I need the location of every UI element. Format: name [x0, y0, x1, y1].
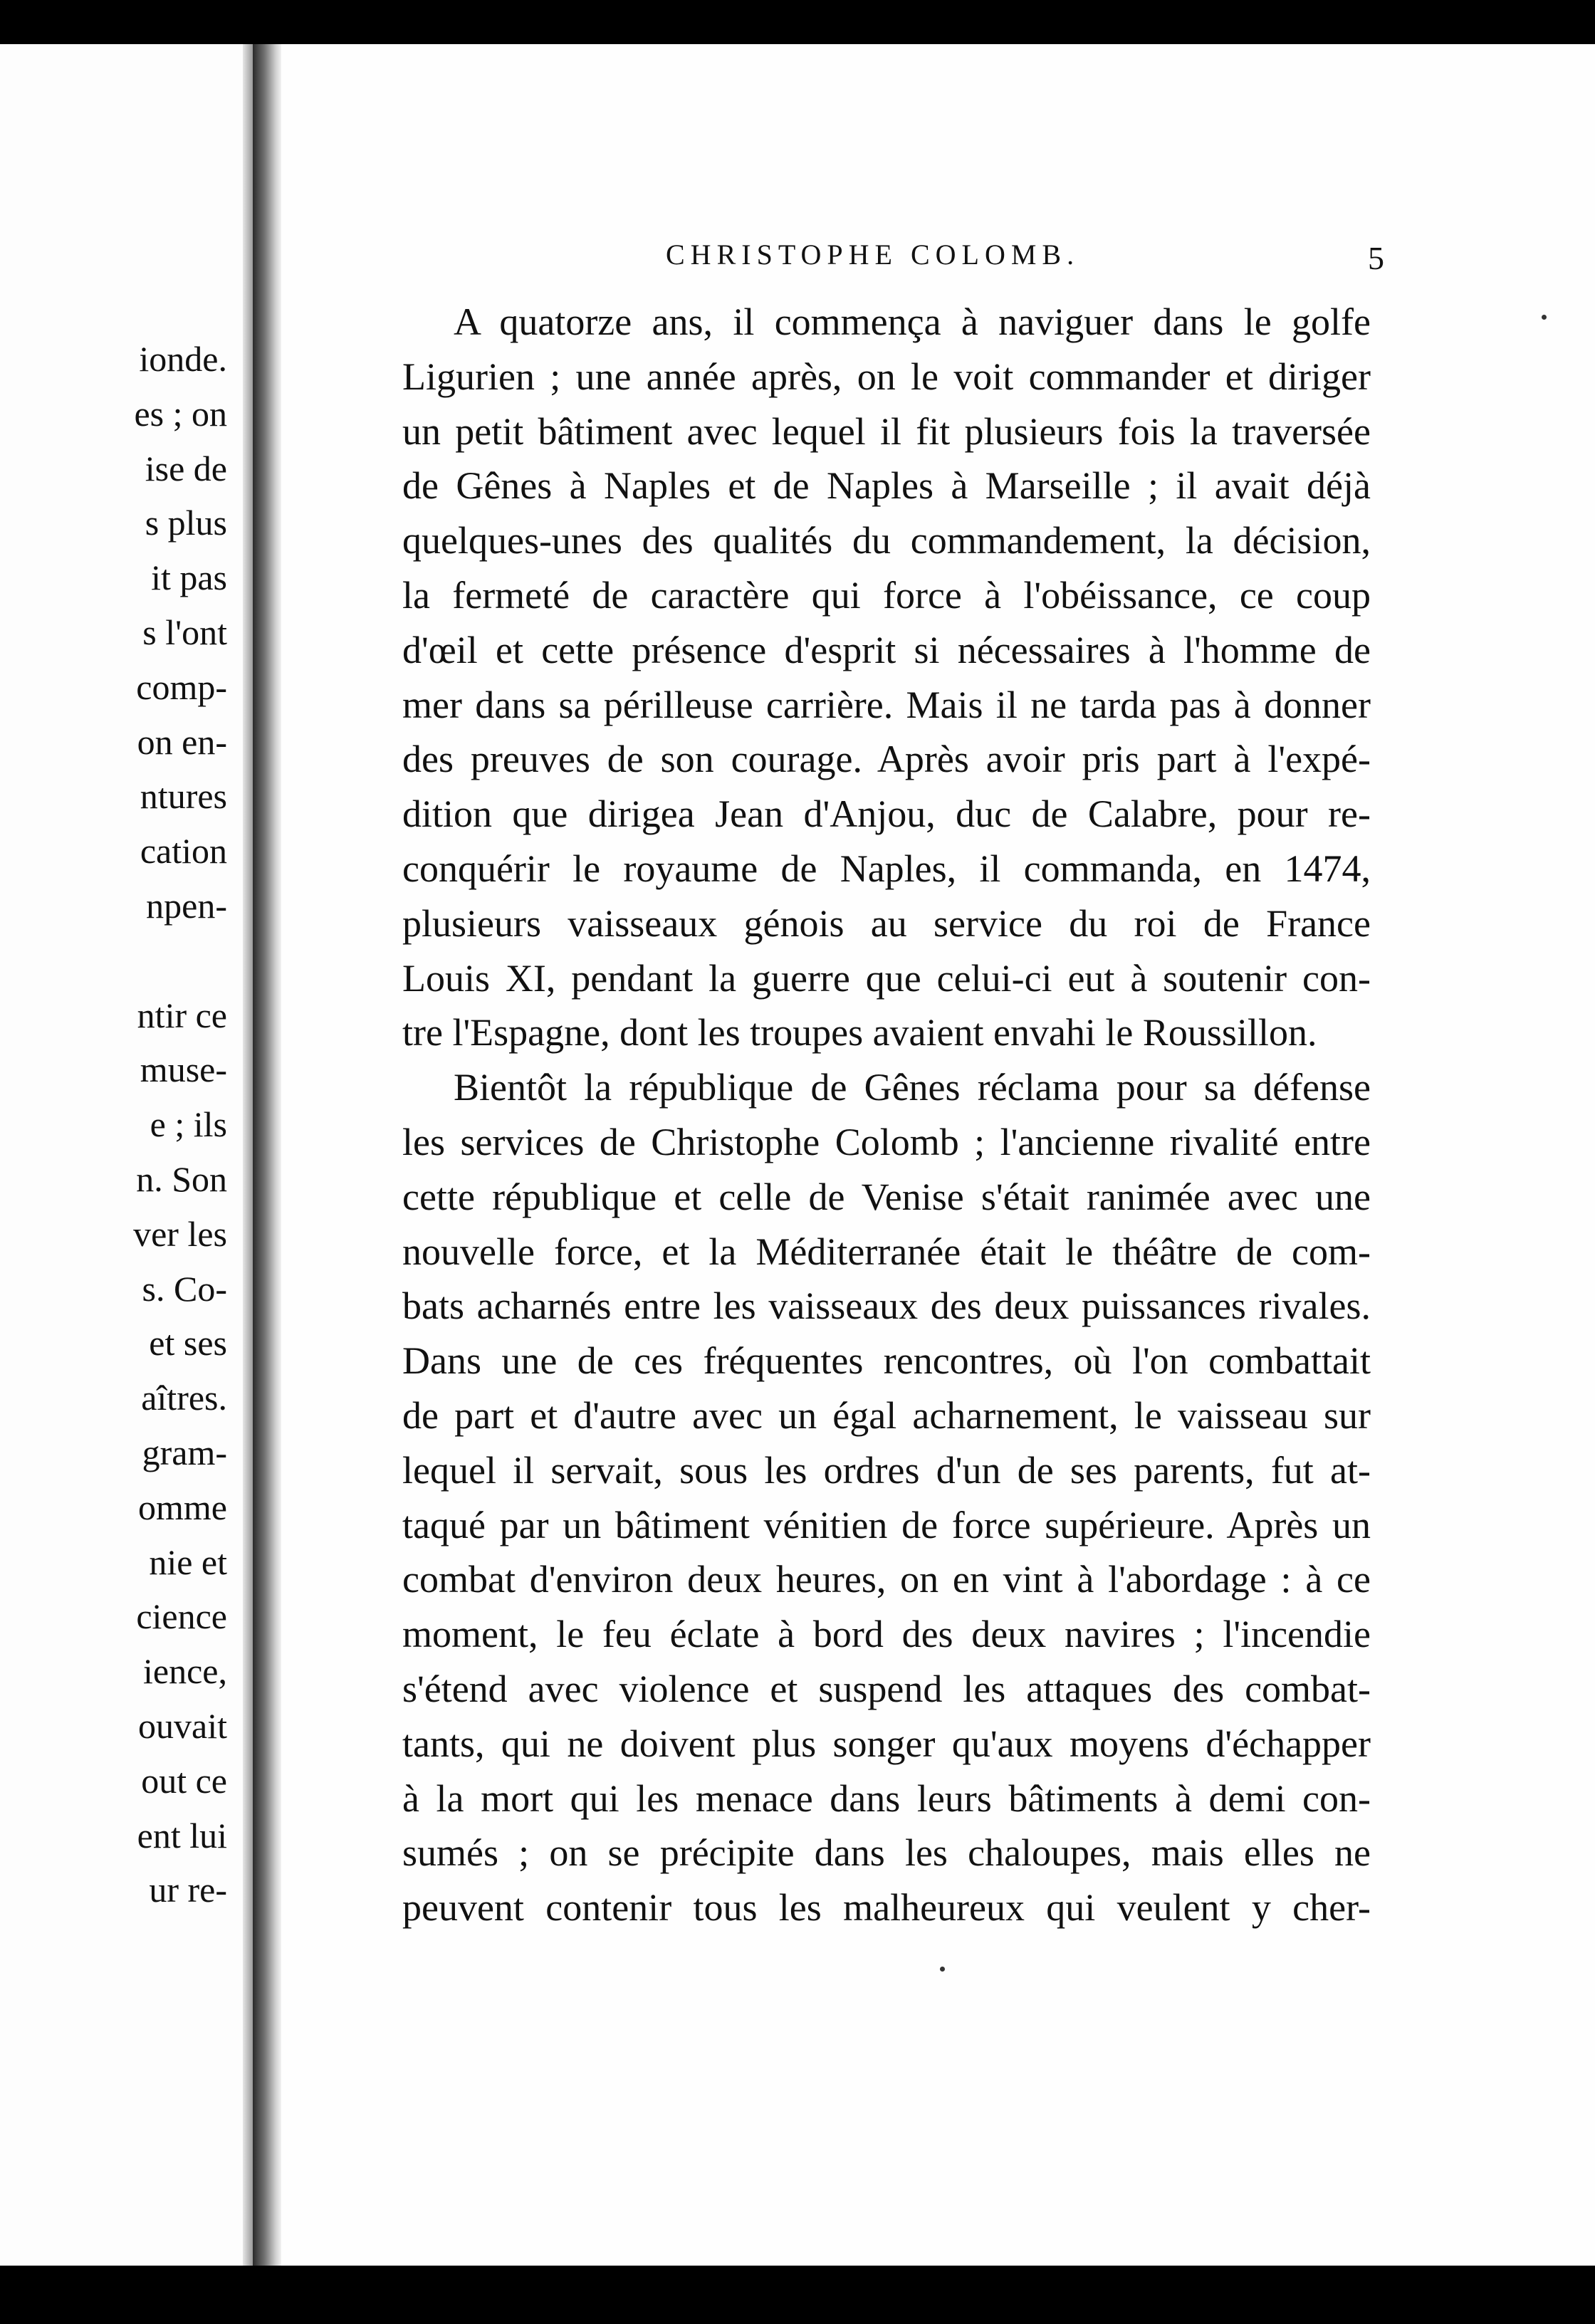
book-gutter	[253, 44, 281, 2266]
text-line: combat d'environ deux heures, on en vint à l'abordage : à ce	[402, 1558, 1371, 1601]
page-body-text	[402, 295, 1371, 1935]
text-line: Louis XI, pendant la guerre que celui-ci eut à soutenir con-	[402, 956, 1371, 1000]
previous-page-line: ouvait	[138, 1705, 227, 1746]
previous-page-line: s plus	[145, 503, 227, 543]
previous-page-line: it pas	[151, 558, 227, 598]
previous-page-line: ise de	[145, 448, 227, 488]
previous-page-line: ver les	[133, 1213, 227, 1254]
previous-page-line: et ses	[149, 1323, 227, 1363]
previous-page-line	[0, 933, 227, 988]
scan-speck	[940, 1967, 945, 1972]
text-line: à la mort qui les menace dans leurs bâtiments à demi con-	[402, 1776, 1371, 1820]
previous-page-line: on en-	[137, 721, 227, 762]
previous-page-line: ience,	[143, 1651, 227, 1692]
text-line: d'œil et cette présence d'esprit si nécessaires à l'homme de	[402, 628, 1371, 671]
text-line: bats acharnés entre les vaisseaux des deux puissances rivales.	[402, 1284, 1371, 1328]
running-head: CHRISTOPHE COLOMB.	[666, 239, 1080, 271]
previous-page-line: ionde.	[139, 339, 227, 379]
text-line: tants, qui ne doivent plus songer qu'aux moyens d'échapper	[402, 1722, 1371, 1765]
previous-page-line: es ; on	[134, 393, 227, 434]
current-page	[281, 44, 1595, 2266]
previous-page-line: n. Son	[136, 1158, 227, 1199]
text-line: lequel il servait, sous les ordres d'un de ses parents, fut at-	[402, 1448, 1371, 1492]
text-line: tre l'Espagne, dont les troupes avaient envahi le Roussillon.	[402, 1011, 1317, 1054]
text-line: nouvelle force, et la Méditerranée était le théâtre de com-	[402, 1230, 1371, 1273]
text-line: quelques-unes des qualités du commandement, la décision,	[402, 519, 1371, 562]
paragraph	[402, 295, 1371, 1060]
text-line: mer dans sa périlleuse carrière. Mais il ne tarda pas à donner	[402, 683, 1371, 726]
paragraph	[402, 1060, 1371, 1935]
previous-page-line: muse-	[140, 1050, 227, 1090]
previous-page-line: e ; ils	[150, 1104, 227, 1145]
text-line: sumés ; on se précipite dans les chaloupes, mais elles ne	[402, 1831, 1371, 1875]
previous-page-line: cience	[136, 1596, 227, 1637]
previous-page-line: ntures	[140, 776, 227, 817]
text-line: un petit bâtiment avec lequel il fit plusieurs fois la traversée	[402, 409, 1371, 453]
text-line: Bientôt la république de Gênes réclama pour sa défense	[454, 1066, 1371, 1109]
text-line: la fermeté de caractère qui force à l'obéissance, ce coup	[402, 573, 1371, 617]
previous-page-fragment	[0, 44, 253, 2266]
text-line: Ligurien ; une année après, on le voit commander et diriger	[402, 355, 1371, 398]
page-edge-shadow	[243, 44, 253, 2266]
text-line: de part et d'autre avec un égal acharnement, le vaisseau sur	[402, 1393, 1371, 1437]
text-line: des preuves de son courage. Après avoir pris part à l'expé-	[402, 738, 1371, 781]
text-line: les services de Christophe Colomb ; l'ancienne rivalité entre	[402, 1120, 1371, 1163]
previous-page-line: ent lui	[137, 1815, 227, 1855]
text-line: moment, le feu éclate à bord des deux navires ; l'incendie	[402, 1613, 1371, 1656]
text-line: taqué par un bâtiment vénitien de force supérieure. Après un	[402, 1503, 1371, 1546]
text-line: Dans une de ces fréquentes rencontres, où l'on combattait	[402, 1339, 1371, 1383]
previous-page-line: aîtres.	[141, 1378, 227, 1418]
previous-page-line: ur re-	[149, 1870, 227, 1910]
previous-page-line: s. Co-	[142, 1268, 227, 1309]
previous-page-line: comp-	[136, 666, 227, 707]
previous-page-line: out ce	[141, 1760, 227, 1801]
previous-page-text	[0, 332, 227, 1917]
previous-page-line: gram-	[142, 1432, 227, 1472]
page-number: 5	[1368, 240, 1384, 276]
previous-page-line: cation	[140, 831, 227, 872]
previous-page-line: npen-	[146, 885, 227, 926]
text-line: cette république et celle de Venise s'était ranimée avec une	[402, 1175, 1371, 1218]
text-line: s'étend avec violence et suspend les attaques des combat-	[402, 1667, 1371, 1710]
previous-page-line: ntir ce	[137, 995, 227, 1035]
text-line: A quatorze ans, il commença à naviguer dans le golfe	[454, 300, 1371, 343]
previous-page-line: s l'ont	[142, 612, 227, 652]
text-line: peuvent contenir tous les malheureux qui veulent y cher-	[402, 1886, 1371, 1930]
previous-page-line: nie et	[149, 1542, 227, 1582]
scan-speck	[1542, 315, 1547, 320]
text-line: de Gênes à Naples et de Naples à Marseille ; il avait déjà	[402, 464, 1371, 508]
text-line: dition que dirigea Jean d'Anjou, duc de Calabre, pour re-	[402, 792, 1371, 836]
previous-page-line: omme	[138, 1487, 227, 1527]
text-line: conquérir le royaume de Naples, il commanda, en 1474,	[402, 847, 1371, 890]
text-line: plusieurs vaisseaux génois au service du roi de France	[402, 901, 1371, 945]
